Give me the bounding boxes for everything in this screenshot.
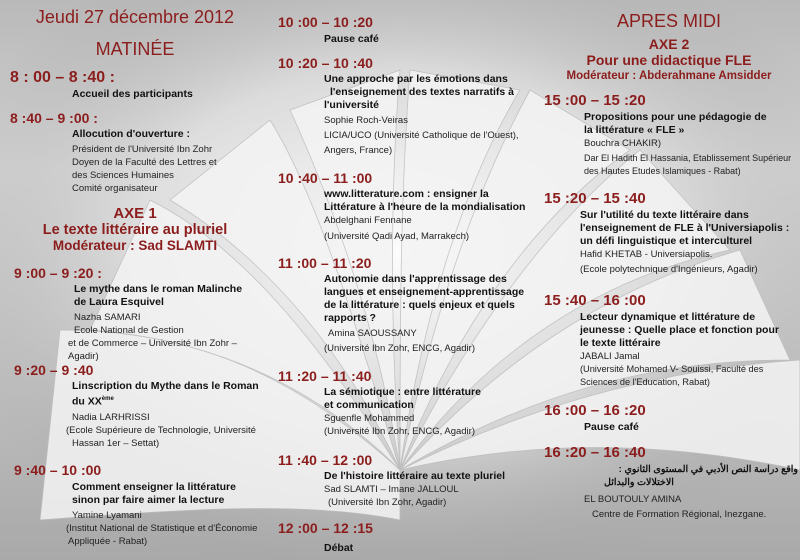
- slot-title: Sur l'utilité du texte littéraire dans: [580, 209, 749, 221]
- axe-name: AXE 2: [648, 36, 690, 52]
- slot-title: Le mythe dans le roman Malinche: [74, 283, 243, 295]
- slot-line: (Université Ibn Zohr, ENCG, Agadir): [324, 343, 475, 354]
- event-date: Jeudi 27 décembre 2012: [35, 7, 235, 27]
- slot-title: de Laura Esquivel: [74, 296, 164, 308]
- slot-line: Dar El Hadith El Hassania, Etablissement Supérieur: [584, 153, 792, 163]
- slot-details: [324, 73, 539, 157]
- slot-title: un défi linguistique et interculturel: [580, 235, 753, 247]
- slot-line: (Université Qadi Ayad, Marrakech): [324, 231, 470, 242]
- slot-line: Abdelghani Fennane: [324, 215, 412, 226]
- slot-time: 8 :40 – 9 :00 :: [10, 110, 98, 126]
- slot-line: Sguenfle Mohammed: [324, 413, 415, 424]
- session-title-afternoon: APRES MIDI: [616, 11, 722, 31]
- slot-line: (Université Ibn Zohr, ENCG, Agadir): [324, 426, 475, 437]
- axe-name: AXE 1: [113, 205, 157, 222]
- slot-title: Une approche par les émotions dans: [324, 73, 508, 85]
- slot-details: [68, 283, 264, 363]
- slot-line: LICIA/UCO (Université Catholique de l'Ouest),: [324, 130, 519, 141]
- slot-title: et communication: [324, 399, 414, 411]
- slot-details: [584, 463, 798, 521]
- slot-line: (Ecole Supérieure de Technologie, Université: [66, 424, 256, 436]
- slot-line: Angers, France): [324, 145, 393, 156]
- slot-time: 8 : 00 – 8 :40 :: [10, 69, 115, 86]
- session-title-morning: MATINÉE: [95, 39, 175, 59]
- slot-title: rapports ?: [324, 312, 376, 324]
- slot-title: www.litterature.com : ensigner la: [324, 188, 489, 200]
- slot-title: de la littérature : quels enjeux et quels: [324, 299, 515, 311]
- slot-time: 15 :40 – 16 :00: [544, 292, 646, 309]
- slot-title: l'enseignement de FLE à l'Universiapolis :: [580, 222, 790, 234]
- slot-line: (Université Ibn Zohr, Agadir): [328, 497, 447, 508]
- slot-details: [66, 380, 266, 450]
- slot-title: Propositions pour une pédagogie de: [584, 111, 767, 123]
- slot-line: Hafid KHETAB - Universiapolis.: [580, 249, 713, 260]
- slot-title: [72, 393, 266, 409]
- slot-line: (Université Mohamed V- Souissi, Faculté des: [580, 364, 764, 374]
- slot-time: 11 :40 – 12 :00: [278, 452, 373, 468]
- slot-line: et de Commerce – Université Ibn Zohr – Agadir): [68, 338, 237, 362]
- slot-line: Sad SLAMTI – Imane JALLOUL: [324, 484, 459, 495]
- afternoon-column: [540, 0, 798, 560]
- slot-time: 9 :40 – 10 :00: [14, 462, 102, 478]
- slot-title-arabic: واقع دراسة النص الأدبي في المستوى الثانوي :: [618, 464, 798, 475]
- slot-title: Autonomie dans l'apprentissage des: [324, 273, 507, 285]
- slot-line: Président de l'Université Ibn Zohr: [72, 144, 213, 155]
- slot-line: Yamine Lyamani: [72, 510, 142, 521]
- slot-line: Sophie Roch-Veiras: [324, 115, 408, 126]
- slot-details: [324, 188, 539, 243]
- slot-line: Appliquée - Rabat): [68, 536, 148, 547]
- slot-line: Centre de Formation Régional, Inezgane.: [592, 509, 767, 520]
- slot-line: EL BOUTOULY AMINA: [584, 494, 682, 505]
- slot-line: Bouchra CHAKIR): [584, 138, 662, 149]
- slot-time: 10 :40 – 11 :00: [278, 170, 373, 186]
- slot-title-part: du XX: [72, 395, 102, 408]
- slot-title: Lecteur dynamique et littérature de: [580, 311, 756, 323]
- slot-details: [584, 111, 798, 178]
- axe-subtitle: Pour une didactique FLE: [586, 52, 752, 68]
- slot-time: 9 :20 – 9 :40: [14, 362, 94, 378]
- slot-title: langues et enseignement-apprentissage: [324, 286, 525, 298]
- slot-line: Comité organisateur: [72, 183, 158, 194]
- slot-line: Amina SAOUSSANY: [328, 328, 417, 339]
- slot-title: jeunesse : Quelle place et fonction pour: [580, 324, 779, 336]
- slot-title: sinon par faire aimer la lecture: [72, 494, 225, 506]
- slot-details: [66, 481, 266, 548]
- midmorning-column: [276, 0, 542, 560]
- slot-line: (Institut National de Statistique et d'Économie: [66, 523, 258, 534]
- slot-time: 16 :00 – 16 :20: [544, 402, 646, 419]
- slot-time: 10 :00 – 10 :20: [278, 14, 373, 30]
- slot-title: De l'histoire littéraire au texte pluriel: [324, 470, 506, 482]
- slot-line: Ecole National de Gestion: [74, 325, 184, 336]
- slot-details: [324, 386, 539, 438]
- slot-time: 9 :00 – 9 :20 :: [14, 265, 102, 281]
- slot-line: Hassan 1er – Settat): [72, 437, 160, 449]
- slot-line: Sciences de l'Education, Rabat): [580, 377, 710, 387]
- slot-time: 15 :20 – 15 :40: [544, 190, 646, 207]
- axe-moderator: Modérateur : Abderahmane Amsidder: [566, 70, 772, 82]
- slot-time: 15 :00 – 15 :20: [544, 92, 646, 109]
- slot-line: Doyen de la Faculté des Lettres et: [72, 157, 217, 168]
- slot-time: 16 :20 – 16 :40: [544, 444, 646, 461]
- slot-title: La sémiotique : entre littérature: [324, 386, 481, 398]
- slot-line: (Ecole polytechnique d'Ingénieurs, Agadir): [580, 264, 758, 275]
- slot-time: 10 :20 – 10 :40: [278, 55, 373, 71]
- slot-title: Linscription du Mythe dans le Roman: [72, 380, 259, 392]
- slot-details: [324, 470, 539, 509]
- axe1-header: [4, 206, 266, 254]
- slot-title: le texte littéraire: [580, 337, 661, 349]
- slot-title: l'université: [324, 99, 380, 111]
- slot-title: Comment enseigner la littérature: [72, 481, 236, 493]
- slot-line: JABALI Jamal: [580, 351, 640, 362]
- slot-time: 12 :00 – 12 :15: [278, 520, 373, 536]
- slot-line: des Sciences Humaines: [72, 170, 174, 181]
- slot-title: Pause café: [584, 421, 639, 433]
- slot-title: Allocution d'ouverture :: [72, 128, 190, 140]
- slot-line: Nazha SAMARI: [74, 312, 141, 323]
- slot-time: 11 :20 – 11 :40: [278, 368, 372, 384]
- axe-moderator: Modérateur : Sad SLAMTI: [52, 238, 218, 253]
- slot-details: [324, 273, 539, 355]
- superscript: ème: [101, 396, 114, 402]
- slot-title: la littérature « FLE »: [584, 124, 685, 136]
- morning-column: [4, 0, 266, 560]
- slot-time: 11 :00 – 11 :20: [278, 255, 372, 271]
- axe2-header: [540, 36, 798, 84]
- slot-line: Nadia LARHRISSI: [72, 411, 150, 423]
- slot-details: [72, 128, 262, 195]
- slot-title-arabic: الاختلالات والبدائل: [604, 477, 674, 488]
- slot-title: Débat: [324, 542, 354, 554]
- slot-title: Accueil des participants: [72, 88, 193, 100]
- slot-title: Pause café: [324, 33, 379, 45]
- slot-line: des Hautes Etudes Islamiques - Rabat): [584, 166, 741, 176]
- slot-title: Littérature à l'heure de la mondialisation: [324, 201, 526, 213]
- slot-details: [580, 311, 798, 389]
- slot-title: l'enseignement des textes narratifs à: [330, 86, 514, 98]
- axe-subtitle: Le texte littéraire au pluriel: [42, 222, 228, 238]
- slot-details: [580, 209, 798, 276]
